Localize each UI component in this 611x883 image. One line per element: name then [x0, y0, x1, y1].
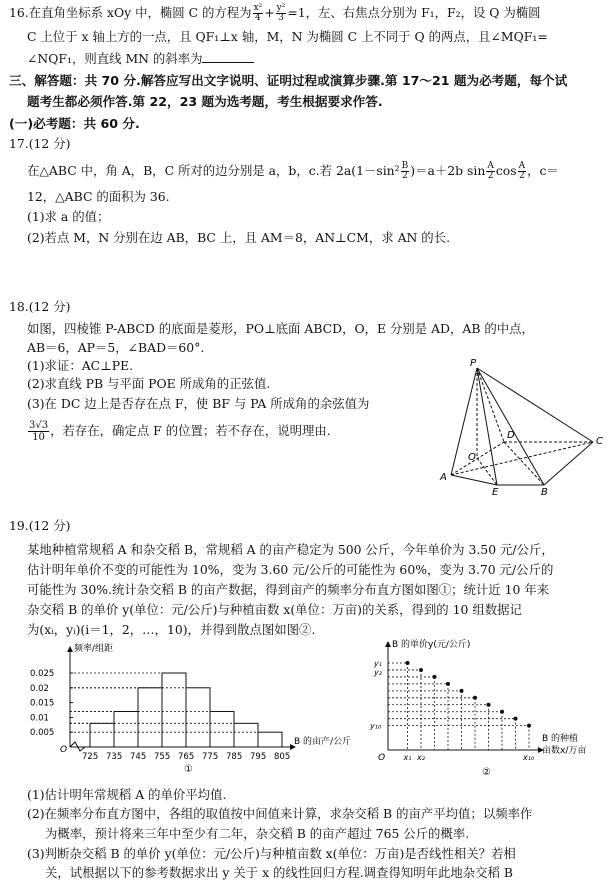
y10-label: y₁₀ — [370, 721, 382, 731]
q19-header: 19.(12 分) — [9, 518, 71, 533]
x-tick-label: 755 — [154, 752, 171, 762]
q18-line6: $\frac{3√3}{10}$ ，若存在，确定点 F 的位置；若不存在，说明理由. — [29, 420, 331, 443]
y-axis-label: 频率/组距 — [74, 644, 114, 654]
q18-line1: 如图，四棱锥 P-ABCD 的底面是菱形，PO⊥底面 ABCD，O，E 分别是 AD，AB 的中点， — [27, 321, 534, 336]
x-tick-label: 765 — [178, 752, 195, 762]
q18-line3: (1)求证：AC⊥PE. — [27, 358, 134, 373]
histogram-bar — [90, 723, 114, 747]
fraction-A-2: $\frac{A}{2}$ — [487, 161, 494, 181]
histogram-bar — [258, 732, 282, 747]
x-axis-label-2: 亩数x/万亩 — [542, 746, 587, 756]
pyramid-figure — [430, 352, 610, 498]
y-axis-label: B 的单价y(元/公斤) — [392, 640, 471, 650]
q19-sub2a: (2)在频率分布直方图中，各组的取值按中间值来计算，求杂交稻 B 的亩产平均值；以频率作 — [27, 806, 533, 821]
q18-line5: (3)在 DC 边上是否存在点 F，使 BF 与 PA 所成角的余弦值为 — [27, 396, 370, 411]
x-axis-label-1: B 的种植 — [542, 734, 579, 744]
y-tick-label: 0.015 — [30, 698, 55, 709]
scatter-point — [460, 689, 464, 693]
q19-line4: 杂交稻 B 的单价 y(单位：元/公斤)与种植亩数 x(单位：万亩)的关系，得到的 10 组数据记 — [27, 602, 522, 617]
scatter-point — [527, 724, 531, 728]
label-E: E — [492, 487, 499, 498]
x-tick-label: 745 — [130, 752, 147, 762]
scatter-plot — [370, 637, 590, 777]
fraction-x2-4: $\frac{\text{x²}}{4}$ — [253, 3, 263, 23]
x1-label: x₁ — [403, 753, 412, 762]
q16-line2: C 上位于 x 轴上方的一点，且 QF₁⊥x 轴，M，N 为椭圆 C 上不同于 Q 的两点，且∠MQF₁= — [27, 29, 548, 44]
y-tick-label: 0.01 — [30, 713, 49, 724]
answer-blank — [202, 51, 254, 63]
q18-line2: AB＝6，AP＝5，∠BAD＝60°. — [27, 340, 205, 355]
q19-line1: 某地种植常规稻 A 和杂交稻 B，常规稻 A 的亩产稳定为 500 公斤，今年单价为 3.50 元/公斤， — [27, 542, 554, 557]
scatter-point — [446, 682, 450, 686]
scatter-point — [514, 717, 518, 721]
x-axis-label: B 的亩产/公斤 — [294, 737, 352, 747]
scatter-point — [419, 668, 423, 672]
q19-line5: 为(xᵢ，yᵢ)(i＝1，2，…，10)，并得到散点图如图②. — [27, 622, 316, 637]
q18-line4: (2)求直线 PB 与平面 POE 所成角的正弦值. — [27, 376, 271, 391]
q17-line3: (1)求 a 的值； — [27, 209, 110, 224]
y-tick-label: 0.02 — [30, 683, 49, 694]
q19-line2: 估计明年单价不变的可能性为 10%，变为 3.60 元/公斤的可能性为 60%，变为 3.70 元/公斤的 — [27, 562, 554, 577]
q17-header: 17.(12 分) — [9, 136, 71, 151]
scatter-point — [500, 710, 504, 714]
q19-sub2b: 为概率，预计将来三年中至少有二年，杂交稻 B 的亩产超过 765 公斤的概率. — [45, 826, 470, 841]
label-B: B — [541, 487, 548, 498]
scatter-point — [473, 696, 477, 700]
section3-part1: (一)必考题：共 60 分. — [9, 116, 140, 131]
label-P: P — [470, 358, 477, 369]
y-tick-label: 0.005 — [30, 728, 55, 739]
fraction-A-2b: $\frac{A}{2}$ — [518, 161, 526, 181]
histogram-bar — [138, 688, 162, 747]
label-C: C — [596, 436, 603, 447]
histogram-bar — [186, 688, 210, 747]
section3-line2: 题考生都必须作答.第 22，23 题为选考题，考生根据要求作答. — [27, 94, 383, 109]
q17-line1: 在△ABC 中，角 A，B，C 所对的边分别是 a，b，c.若 2a(1－sin² $\frac{B}{2}$ )＝a＋2b sin $\frac{A}{2}$ cos $\frac{A}{2}$ ，c＝ — [27, 161, 559, 181]
q19-sub3a: (3)判断杂交稻 B 的单价 y(单位：元/公斤)与种植亩数 x(单位：万亩)是否线性相关？若相 — [27, 846, 516, 861]
origin-label: O — [60, 745, 68, 755]
figure-caption-1: ① — [184, 764, 193, 775]
histogram-bar — [114, 711, 138, 747]
y-axis-arrow — [385, 641, 391, 647]
fraction-3sqrt3-10: $\frac{3√3}{10}$ — [29, 420, 49, 443]
histogram-bar — [234, 723, 258, 747]
y-axis-arrow — [67, 646, 73, 652]
q19-sub1: (1)估计明年常规稻 A 的单价平均值. — [27, 787, 227, 802]
fraction-B-2: $\frac{B}{2}$ — [401, 161, 409, 181]
x2-label: x₂ — [417, 753, 425, 762]
q19-sub3b: 关，试根据以下的参考数据求出 y 关于 x 的线性回归方程.调查得知明年此地杂交稻 B — [45, 865, 514, 880]
q17-line4: (2)若点 M，N 分别在边 AB，BC 上，且 AM＝8，AN⊥CM，求 AN 的长. — [27, 230, 451, 245]
scatter-point — [406, 661, 410, 665]
scatter-point — [433, 675, 437, 679]
histogram-bar — [162, 673, 186, 747]
q16-line3: ∠NQF₁，则直线 MN 的斜率为 — [27, 51, 254, 67]
q19-line3: 可能性为 30%.统计杂交稻 B 的亩产数据，得到亩产的频率分布直方图如图①；统计近 10 年来 — [27, 582, 550, 597]
frequency-histogram — [28, 642, 358, 777]
x-tick-label: 805 — [274, 752, 291, 762]
x10-label: x₁₀ — [523, 753, 535, 762]
q17-line2: 12，△ABC 的面积为 36. — [27, 189, 170, 204]
x-tick-label: 795 — [250, 752, 267, 762]
x-tick-label: 775 — [202, 752, 219, 762]
x-tick-label: 725 — [82, 752, 99, 762]
q18-header: 18.(12 分) — [9, 299, 71, 314]
y-tick-label: 0.025 — [30, 669, 55, 679]
section3-line1: 三、解答题：共 70 分.解答应写出文字说明、证明过程或演算步骤.第 17～21 题为必考题，每个试 — [9, 73, 568, 88]
label-D: D — [507, 430, 515, 441]
label-A: A — [440, 472, 447, 483]
fraction-y2-3: $\frac{\text{y²}}{3}$ — [276, 3, 286, 23]
x-tick-label: 785 — [226, 752, 243, 762]
y2-label: y₂ — [374, 667, 382, 677]
histogram-bar — [210, 711, 234, 747]
y1-label: y₁ — [374, 659, 382, 668]
x-tick-label: 735 — [106, 752, 123, 762]
label-O: O — [468, 452, 476, 463]
figure-caption-2: ② — [482, 767, 491, 778]
origin-label: O — [378, 753, 386, 763]
scatter-point — [487, 703, 491, 707]
q16-line1: 16.在直角坐标系 xOy 中，椭圆 C 的方程为 $\frac{\text{x²}}{4}$ + $\frac{\text{y²}}{3}$ =1，左、右焦点分别为 F₁，F₂，设 Q 为椭圆 — [9, 3, 541, 23]
